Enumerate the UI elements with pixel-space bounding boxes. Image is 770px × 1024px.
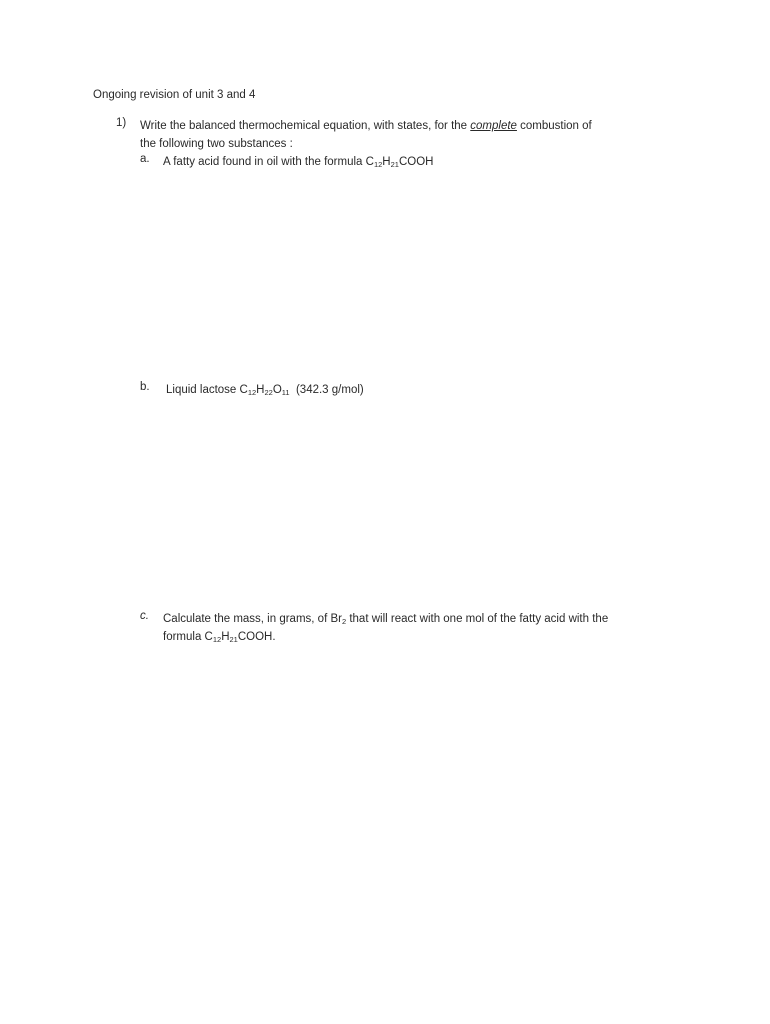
document-title: Ongoing revision of unit 3 and 4 [93, 89, 256, 101]
part-b-mid2: O [272, 384, 282, 396]
part-a-prefix: A fatty acid found in oil with the formula C [163, 156, 374, 168]
part-c-line2-sub2: 21 [229, 635, 238, 644]
question-number: 1) [116, 117, 127, 129]
part-c-line2-suffix: COOH. [237, 631, 276, 643]
part-a-letter: a. [140, 153, 150, 165]
part-b-letter: b. [140, 381, 150, 393]
part-a-sub1: 12 [373, 160, 383, 169]
part-b-mid1: H [256, 384, 265, 396]
question-text-end: combustion of [516, 120, 592, 132]
part-c-text [163, 610, 608, 646]
part-b-sub3: 11 [281, 388, 290, 397]
question-text-start: Write the balanced thermochemical equation, with states, for the [140, 120, 471, 132]
part-a-text [163, 153, 433, 171]
part-c-line2-prefix: formula C [163, 631, 213, 643]
part-c-line2-mid: H [221, 631, 230, 643]
part-a-suffix: COOH [398, 156, 434, 168]
question-text [140, 117, 700, 153]
part-b-prefix: Liquid lactose C [166, 384, 248, 396]
part-c-letter: c. [140, 610, 149, 622]
part-c-sub1: 2 [341, 617, 347, 626]
question-text-line2: the following two substances : [140, 138, 293, 150]
part-b-suffix: (342.3 g/mol) [289, 384, 364, 396]
part-b-sub2: 22 [264, 388, 273, 397]
part-b-text [166, 381, 364, 399]
part-b-sub1: 12 [247, 388, 257, 397]
part-a-mid1: H [382, 156, 391, 168]
part-c-line2-sub1: 12 [212, 635, 222, 644]
part-a-sub2: 21 [390, 160, 399, 169]
question-emphasis: complete [470, 120, 517, 132]
part-c-prefix: Calculate the mass, in grams, of Br [163, 613, 342, 625]
part-c-suffix: that will react with one mol of the fatty acid with the [346, 613, 609, 625]
